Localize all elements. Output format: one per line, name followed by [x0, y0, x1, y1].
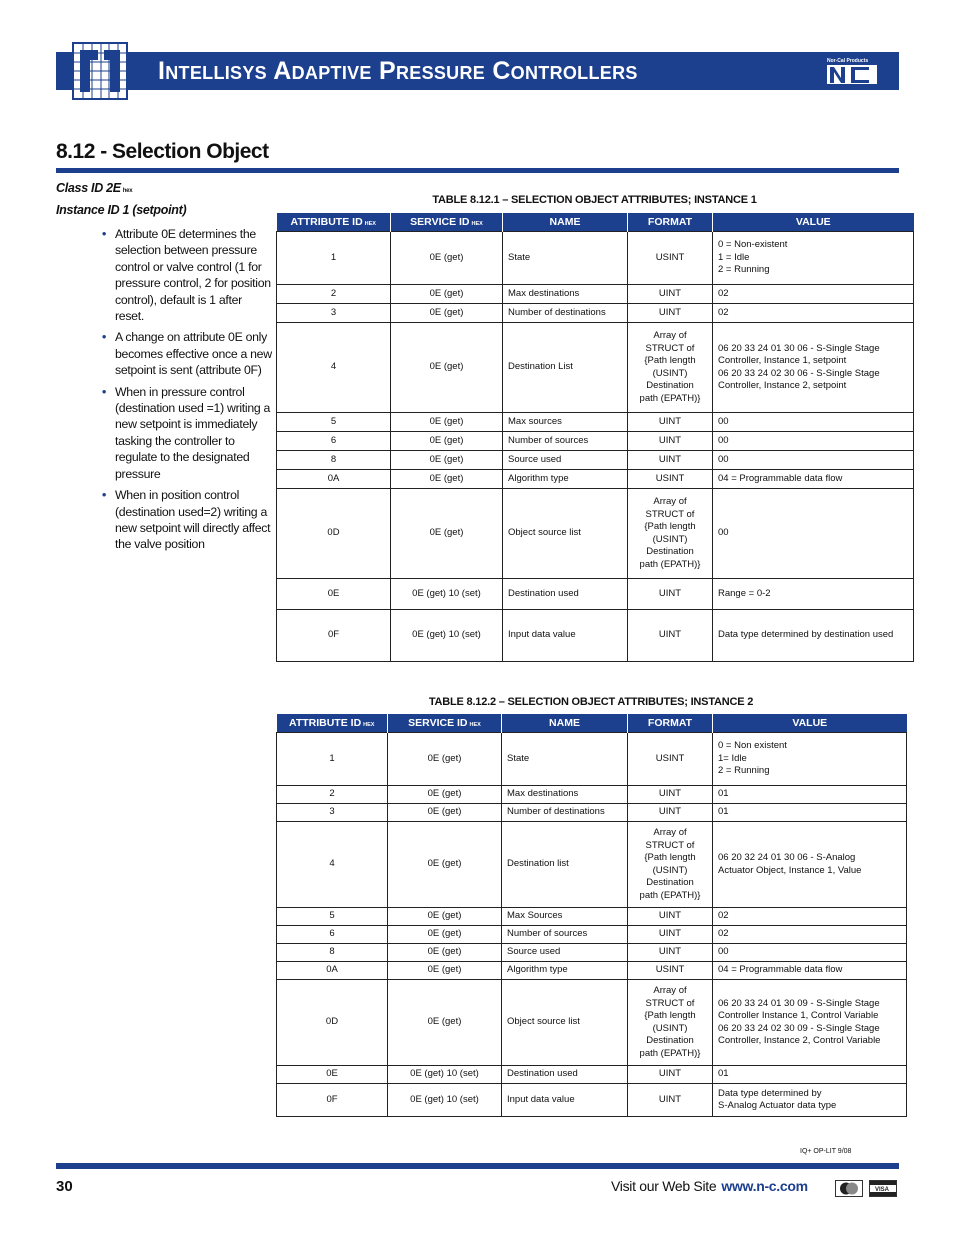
name-cell: Max destinations — [502, 786, 628, 804]
name-cell: Algorithm type — [502, 962, 628, 980]
name-cell: Destination used — [503, 579, 628, 610]
header-title: Intellisys Adaptive Pressure Controllers — [158, 57, 638, 85]
name-cell: Source used — [502, 944, 628, 962]
attribute-id-cell: 0E — [277, 579, 391, 610]
attribute-id-cell: 0A — [277, 470, 391, 489]
service-id-cell: 0E (get) — [391, 232, 503, 285]
bullet-item: • When in position control (destination used=2) writing a new setpoint will directly affect the valve position — [100, 487, 272, 553]
table-row — [277, 926, 907, 944]
col-header-format: FORMAT — [628, 213, 713, 232]
footer-divider — [56, 1163, 899, 1169]
name-cell: Max Sources — [502, 908, 628, 926]
col-header-attribute-id: ATTRIBUTE ID HEX — [277, 714, 388, 733]
format-cell: UINT — [628, 451, 713, 470]
bullet-item: • When in pressure control (destination used =1) writing a new setpoint is immediately tasking the controller to regulate to the designated pressure — [100, 384, 272, 482]
attribute-id-cell: 2 — [277, 285, 391, 304]
value-cell: Range = 0-2 — [713, 579, 914, 610]
attribute-id-cell: 6 — [277, 432, 391, 451]
class-id-text: Class ID 2E — [56, 181, 121, 195]
name-cell: Source used — [503, 451, 628, 470]
format-cell: UINT — [628, 926, 713, 944]
attribute-id-cell: 8 — [277, 451, 391, 470]
table-row — [277, 1084, 907, 1117]
table-row — [277, 944, 907, 962]
table-row — [277, 470, 914, 489]
attribute-id-cell: 0D — [277, 980, 388, 1066]
name-cell: Destination used — [502, 1066, 628, 1084]
name-cell: Destination List — [503, 323, 628, 413]
website-link[interactable]: www.n-c.com — [721, 1178, 808, 1194]
service-id-cell: 0E (get) 10 (set) — [388, 1066, 502, 1084]
table-row — [277, 323, 914, 413]
value-cell: 00 — [713, 944, 907, 962]
col-header-value: VALUE — [713, 213, 914, 232]
table-row — [277, 579, 914, 610]
format-cell: UINT — [628, 1066, 713, 1084]
format-cell: USINT — [628, 733, 713, 786]
format-cell: UINT — [628, 413, 713, 432]
value-cell: 04 = Programmable data flow — [713, 470, 914, 489]
format-cell: Array of STRUCT of {Path length (USINT) Destination path (EPATH)} — [628, 980, 713, 1066]
service-id-cell: 0E (get) — [391, 432, 503, 451]
service-id-cell: 0E (get) — [388, 944, 502, 962]
attribute-id-cell: 3 — [277, 304, 391, 323]
name-cell: Input data value — [502, 1084, 628, 1117]
visa-card-icon — [869, 1180, 897, 1197]
bullet-item: • Attribute 0E determines the selection between pressure control or valve control (1 for pressure control, 2 for position control), default is 1 after reset. — [100, 226, 272, 324]
class-id-label — [56, 181, 132, 195]
format-cell: UINT — [628, 804, 713, 822]
table-row — [277, 1066, 907, 1084]
page-number: 30 — [56, 1178, 73, 1195]
table-row — [277, 610, 914, 662]
attribute-id-cell: 4 — [277, 822, 388, 908]
bullet-item: • A change on attribute 0E only becomes effective once a new setpoint is sent (attribute 0F) — [100, 329, 272, 378]
table-1-caption: TABLE 8.12.1 – SELECTION OBJECT ATTRIBUTES; INSTANCE 1 — [432, 194, 757, 206]
service-id-cell: 0E (get) — [391, 304, 503, 323]
format-cell: UINT — [628, 1084, 713, 1117]
col-header-value: VALUE — [713, 714, 907, 733]
service-id-cell: 0E (get) — [388, 962, 502, 980]
attribute-id-cell: 5 — [277, 908, 388, 926]
service-id-cell: 0E (get) — [388, 804, 502, 822]
col-header-service-id: SERVICE ID HEX — [391, 213, 503, 232]
value-cell: 00 — [713, 489, 914, 579]
table-row — [277, 786, 907, 804]
format-cell: USINT — [628, 962, 713, 980]
table-row — [277, 413, 914, 432]
attribute-id-cell: 6 — [277, 926, 388, 944]
value-cell: Data type determined by S-Analog Actuator data type — [713, 1084, 907, 1117]
value-cell: 02 — [713, 908, 907, 926]
table-row — [277, 804, 907, 822]
service-id-cell: 0E (get) — [388, 733, 502, 786]
format-cell: UINT — [628, 944, 713, 962]
name-cell: Max sources — [503, 413, 628, 432]
bullet-list — [100, 226, 272, 558]
attribute-id-cell: 1 — [277, 232, 391, 285]
table-header-row — [277, 714, 907, 733]
service-id-cell: 0E (get) — [388, 786, 502, 804]
service-id-cell: 0E (get) — [391, 285, 503, 304]
format-cell: USINT — [628, 232, 713, 285]
format-cell: UINT — [628, 579, 713, 610]
service-id-cell: 0E (get) — [388, 980, 502, 1066]
service-id-cell: 0E (get) 10 (set) — [391, 610, 503, 662]
value-cell: 02 — [713, 926, 907, 944]
value-cell: 0 = Non-existent 1 = Idle 2 = Running — [713, 232, 914, 285]
format-cell: UINT — [628, 432, 713, 451]
value-cell: 01 — [713, 804, 907, 822]
name-cell: Destination list — [502, 822, 628, 908]
col-header-name: NAME — [502, 714, 628, 733]
value-cell: 02 — [713, 304, 914, 323]
document-code: IQ+ OP-LIT 9/08 — [800, 1148, 852, 1155]
name-cell: Number of destinations — [502, 804, 628, 822]
col-header-name: NAME — [503, 213, 628, 232]
name-cell: Algorithm type — [503, 470, 628, 489]
value-cell: 0 = Non existent 1= Idle 2 = Running — [713, 733, 907, 786]
value-cell: 01 — [713, 1066, 907, 1084]
attribute-id-cell: 2 — [277, 786, 388, 804]
mastercard-icon — [835, 1180, 863, 1197]
service-id-cell: 0E (get) 10 (set) — [391, 579, 503, 610]
service-id-cell: 0E (get) — [388, 926, 502, 944]
value-cell: 06 20 32 24 01 30 06 - S-Analog Actuator Object, Instance 1, Value — [713, 822, 907, 908]
format-cell: UINT — [628, 304, 713, 323]
attribute-id-cell: 1 — [277, 733, 388, 786]
format-cell: Array of STRUCT of {Path length (USINT) Destination path (EPATH)} — [628, 822, 713, 908]
value-cell: 06 20 33 24 01 30 09 - S-Single Stage Controller Instance 1, Control Variable 06 20 33 24 02 30 09 - S-Single Stage Controller, Instance 2, Control Variable — [713, 980, 907, 1066]
table-row — [277, 232, 914, 285]
name-cell: State — [503, 232, 628, 285]
attribute-id-cell: 0F — [277, 1084, 388, 1117]
table-header-row — [277, 213, 914, 232]
table-row — [277, 304, 914, 323]
table-row — [277, 733, 907, 786]
value-cell: Data type determined by destination used — [713, 610, 914, 662]
service-id-cell: 0E (get) 10 (set) — [388, 1084, 502, 1117]
attribute-id-cell: 0F — [277, 610, 391, 662]
table-row — [277, 822, 907, 908]
table-2-caption: TABLE 8.12.2 – SELECTION OBJECT ATTRIBUTES; INSTANCE 2 — [428, 696, 754, 708]
class-id-suffix: hex — [122, 188, 133, 194]
format-cell: UINT — [628, 610, 713, 662]
name-cell: Number of sources — [502, 926, 628, 944]
value-cell: 02 — [713, 285, 914, 304]
value-cell: 01 — [713, 786, 907, 804]
attribute-id-cell: 0A — [277, 962, 388, 980]
section-title: 8.12 - Selection Object — [56, 140, 269, 163]
table-row — [277, 962, 907, 980]
attribute-id-cell: 3 — [277, 804, 388, 822]
name-cell: Object source list — [502, 980, 628, 1066]
section-divider — [56, 168, 899, 173]
table-row — [277, 451, 914, 470]
service-id-cell: 0E (get) — [388, 908, 502, 926]
name-cell: Max destinations — [503, 285, 628, 304]
value-cell: 00 — [713, 432, 914, 451]
service-id-cell: 0E (get) — [391, 323, 503, 413]
name-cell: Number of destinations — [503, 304, 628, 323]
format-cell: UINT — [628, 908, 713, 926]
attribute-id-cell: 0E — [277, 1066, 388, 1084]
name-cell: Input data value — [503, 610, 628, 662]
service-id-cell: 0E (get) — [391, 413, 503, 432]
value-cell: 00 — [713, 451, 914, 470]
service-id-cell: 0E (get) — [391, 451, 503, 470]
col-header-attribute-id: ATTRIBUTE ID HEX — [277, 213, 391, 232]
format-cell: UINT — [628, 285, 713, 304]
name-cell: Object source list — [503, 489, 628, 579]
format-cell: UINT — [628, 786, 713, 804]
format-cell: Array of STRUCT of {Path length (USINT) Destination path (EPATH)} — [628, 323, 713, 413]
table-row — [277, 489, 914, 579]
attribute-id-cell: 5 — [277, 413, 391, 432]
format-cell: Array of STRUCT of {Path length (USINT) Destination path (EPATH)} — [628, 489, 713, 579]
visa-label: VISA — [875, 1187, 890, 1193]
table-row — [277, 285, 914, 304]
brand-logo-icon — [825, 56, 879, 86]
company-logo-icon — [72, 42, 128, 100]
service-id-cell: 0E (get) — [388, 822, 502, 908]
website-line — [611, 1178, 808, 1194]
table-1 — [276, 213, 914, 662]
value-cell: 00 — [713, 413, 914, 432]
col-header-service-id: SERVICE ID HEX — [388, 714, 502, 733]
brand-small-text: Nor-Cal Products — [827, 58, 869, 64]
visit-text: Visit our Web Site — [611, 1178, 717, 1194]
table-2 — [276, 714, 907, 1117]
value-cell: 06 20 33 24 01 30 06 - S-Single Stage Controller, Instance 1, setpoint 06 20 33 24 02 30 06 - S-Single Stage Controller, Instance 2, setpoint — [713, 323, 914, 413]
attribute-id-cell: 0D — [277, 489, 391, 579]
service-id-cell: 0E (get) — [391, 489, 503, 579]
attribute-id-cell: 4 — [277, 323, 391, 413]
service-id-cell: 0E (get) — [391, 470, 503, 489]
table-row — [277, 908, 907, 926]
value-cell: 04 = Programmable data flow — [713, 962, 907, 980]
table-row — [277, 980, 907, 1066]
attribute-id-cell: 8 — [277, 944, 388, 962]
table-row — [277, 432, 914, 451]
format-cell: USINT — [628, 470, 713, 489]
instance-id-label: Instance ID 1 (setpoint) — [56, 203, 187, 217]
name-cell: State — [502, 733, 628, 786]
name-cell: Number of sources — [503, 432, 628, 451]
col-header-format: FORMAT — [628, 714, 713, 733]
